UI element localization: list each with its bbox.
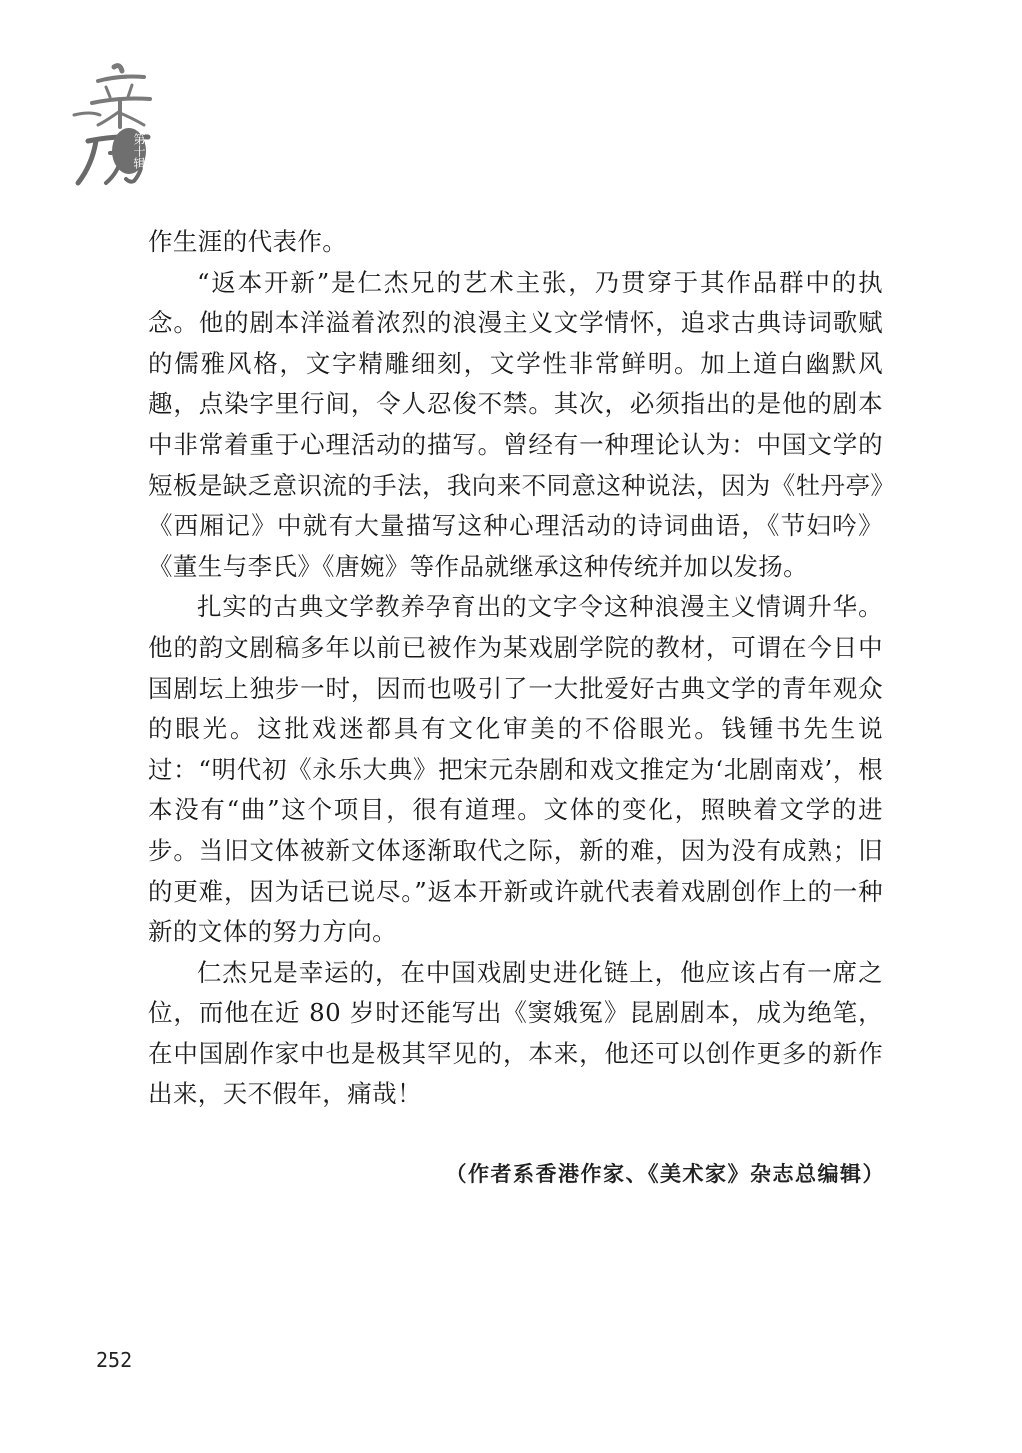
paragraph: “返本开新”是仁杰兄的艺术主张，乃贯穿于其作品群中的执念。他的剧本洋溢着浓烈的浪漫主义文学情怀，追求古典诗词歌赋的儒雅风格，文字精雕细刻，文学性非常鲜明。加上道白幽默风趣，点染字里行间，令人忍俊不禁。其次，必须指出的是他的剧本中非常着重于心理活动的描写。曾经有一种理论认为：中国文学的短板是缺乏意识流的手法，我向来不同意这种说法，因为《牡丹亭》《西厢记》中就有大量描写这种心理活动的诗词曲语，《节妇吟》《董生与李氏》《唐婉》等作品就继承这种传统并加以发扬。	[148, 267, 883, 581]
calligraphy-logo-icon	[70, 55, 200, 195]
paragraph: 作生涯的代表作。	[148, 227, 348, 256]
book-logo	[70, 55, 190, 195]
volume-badge: 第十辑	[112, 128, 146, 174]
paragraph: 扎实的古典文学教养孕育出的文字令这种浪漫主义情调升华。他的韵文剧稿多年以前已被作为某戏剧学院的教材，可谓在今日中国剧坛上独步一时，因而也吸引了一大批爱好古典文学的青年观众的眼光。这批戏迷都具有文化审美的不俗眼光。钱锺书先生说过：“明代初《永乐大典》把宋元杂剧和戏文推定为‘北剧南戏’，根本没有“曲”这个项目，很有道理。文体的变化，照映着文学的进步。当旧文体被新文体逐渐取代之际，新的难，因为没有成熟；旧的更难，因为话已说尽。”返本开新或许就代表着戏剧创作上的一种新的文体的努力方向。	[148, 592, 883, 947]
page-number: 252	[96, 1348, 133, 1372]
author-note: （作者系香港作家、《美术家》杂志总编辑）	[445, 1161, 885, 1186]
paragraph: 仁杰兄是幸运的，在中国戏剧史进化链上，他应该占有一席之位，而他在近 80 岁时还能写出《窦娥冤》昆剧剧本，成为绝笔，在中国剧作家中也是极其罕见的，本来，他还可以创作更多的新作出来，天不假年，痛哉！	[148, 957, 883, 1109]
article-body	[148, 222, 883, 1115]
